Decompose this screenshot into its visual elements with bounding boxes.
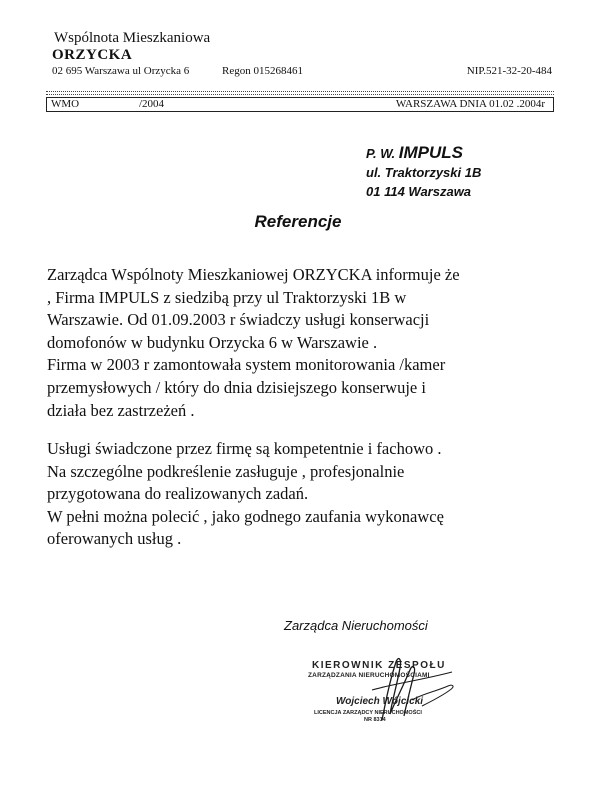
recipient-city: 01 114 Warszawa — [366, 184, 472, 199]
body-line: W pełni można polecić , jako godnego zaufania wykonawcę — [47, 506, 444, 526]
stamp-title: KIEROWNIK ZESPOŁU — [312, 660, 446, 671]
body-line: Na szczególne podkreślenie zasługuje , profesjonalnie — [47, 461, 405, 481]
reference-year: /2004 — [139, 98, 165, 110]
document-title: Referencje — [254, 212, 342, 231]
org-address: 02 695 Warszawa ul Orzycka 6 — [52, 65, 190, 77]
org-name: ORZYCKA — [52, 47, 133, 63]
org-details — [52, 65, 552, 79]
stamp-department: ZARZĄDZANIA NIERUCHOMOŚCIAMI — [308, 672, 430, 679]
body-line: przemysłowych / który do dnia dzisiejszego konserwuje i — [47, 377, 426, 397]
body-line: oferowanych usług . — [47, 529, 182, 549]
body-line: Zarządca Wspólnoty Mieszkaniowej ORZYCKA informuje że — [47, 265, 460, 284]
body-line: domofonów w budynku Orzycka 6 w Warszawie . — [47, 332, 378, 352]
recipient-prefix: P. W. — [366, 146, 396, 161]
body-line: Warszawie. Od 01.09.2003 r świadczy usługi konserwacji — [47, 310, 430, 330]
stamp-name: Wojciech Wójcicki — [336, 696, 424, 707]
reference-number: WMO — [51, 98, 80, 110]
reference-box — [46, 97, 554, 112]
org-nip: NIP.521-32-20-484 — [466, 65, 552, 77]
stamp-license-number: NR 8314 — [364, 717, 386, 723]
body-line: przygotowana do realizowanych zadań. — [47, 484, 309, 504]
body-line: Firma w 2003 r zamontowała system monitorowania /kamer — [47, 355, 446, 375]
body-line: działa bez zastrzeżeń . — [47, 400, 195, 420]
letter-date: WARSZAWA DNIA 01.02 .2004r — [395, 98, 545, 110]
body-paragraph-1 — [47, 264, 577, 422]
recipient-street: ul. Traktorzyski 1B — [366, 165, 482, 180]
letterhead-divider-2 — [46, 94, 554, 95]
stamp-license: LICENCJA ZARZĄDCY NIERUCHOMOŚCI — [314, 710, 422, 716]
body-line: Usługi świadczone przez firmę są kompetentnie i fachowo . — [47, 439, 442, 458]
recipient-name-line — [366, 143, 481, 163]
signature-caption: Zarządca Nieruchomości — [284, 618, 428, 633]
letterhead-divider — [46, 91, 554, 92]
recipient-company: IMPULS — [398, 143, 463, 162]
org-regon: Regon 015268461 — [222, 65, 303, 77]
document-title-row — [0, 212, 600, 232]
body-paragraph-2 — [47, 438, 577, 551]
recipient-block — [366, 143, 481, 201]
org-type: Wspólnota Mieszkaniowa — [54, 30, 211, 46]
letterhead — [52, 30, 552, 79]
handwritten-signature — [352, 650, 472, 730]
body-line: , Firma IMPULS z siedzibą przy ul Traktorzyski 1B w — [47, 287, 407, 307]
